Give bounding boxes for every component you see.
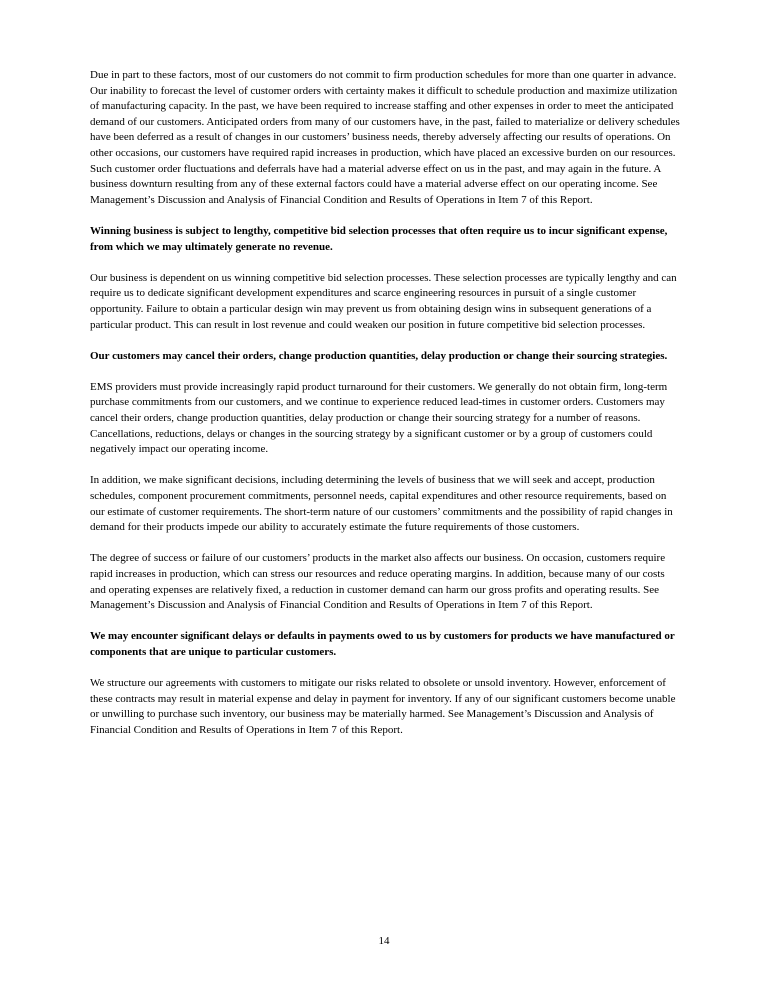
risk-heading-cancel-orders: Our customers may cancel their orders, change production quantities, delay production or change their sourcing strategies. (90, 349, 668, 362)
paragraph-inventory-agreements: We structure our agreements with customers to mitigate our risks related to obsolete or unsold inventory. However, enforcement of these contracts may result in material expense and delay in payment for inventory. If any of our significant customers become unable or unwilling to purchase such inventory, our business may be materially harmed. See Management’s Discussion and Analysis of Financial Condition and Results of Operations in Item 7 of this Report. (90, 677, 676, 736)
paragraph-bid-selection: Our business is dependent on us winning competitive bid selection processes. These selection processes are typically lengthy and can require us to dedicate significant development expenditures and scarce engineering resources in pursuit of a single customer opportunity. Failure to obtain a particular design win may prevent us from obtaining design wins in subsequent generations of a particular product. This can result in lost revenue and could weaken our position in future competitive bid selection processes. (90, 271, 677, 331)
page-content (90, 68, 680, 754)
risk-heading-winning-business: Winning business is subject to lengthy, competitive bid selection processes that often require us to incur significant expense, from which we may ultimately generate no revenue. (90, 224, 668, 253)
risk-heading-payment-delays: We may encounter significant delays or defaults in payments owed to us by customers for products we have manufactured or components that are unique to particular customers. (90, 630, 675, 658)
page-number: 14 (378, 935, 390, 947)
paragraph-ems-providers: EMS providers must provide increasingly rapid product turnaround for their customers. We generally do not obtain firm, long-term purchase commitments from our customers, and we continue to experience reduced lead-times in customer orders. Customers may cancel their orders, change production quantities, delay production or change their sourcing strategy for a number of reasons. Cancellations, reductions, delays or changes in the sourcing strategy by a significant customer or by a group of customers could negatively impact our operating income. (90, 380, 668, 456)
paragraph-significant-decisions: In addition, we make significant decisions, including determining the levels of business that we will seek and accept, production schedules, component procurement commitments, personnel needs, capital expenditures and other resource requirements, based on our estimate of customer requirements. The short-term nature of our customers’ commitments and the possibility of rapid changes in demand for their products impede our ability to accurately estimate the future requirements of those customers. (90, 474, 673, 534)
paragraph-customer-order-fluctuations: Due in part to these factors, most of our customers do not commit to firm production schedules for more than one quarter in advance. Our inability to forecast the level of customer orders with certainty makes it difficult to schedule production and maximize utilization of manufacturing capacity. In the past, we have been required to increase staffing and other expenses in order to meet the anticipated demand of our customers. Anticipated orders from many of our customers have, in the past, failed to materialize or delivery schedules have been deferred as a result of changes in our customers’ business needs, thereby adversely affecting our results of operations. On other occasions, our customers have required rapid increases in production, which have placed an excessive burden on our resources. Such customer order fluctuations and deferrals have had a material adverse effect on us in the past, and may again in the future. A business downturn resulting from any of these external factors could have a material adverse effect on our operating income. See Management’s Discussion and Analysis of Financial Condition and Results of Operations in Item 7 of this Report. (90, 69, 680, 206)
paragraph-degree-of-success: The degree of success or failure of our customers’ products in the market also affects our business. On occasion, customers require rapid increases in production, which can stress our resources and reduce operating margins. In addition, because many of our costs and operating expenses are relatively fixed, a reduction in customer demand can harm our gross profits and operating results. See Management’s Discussion and Analysis of Financial Condition and Results of Operations in Item 7 of this Report. (90, 552, 666, 612)
